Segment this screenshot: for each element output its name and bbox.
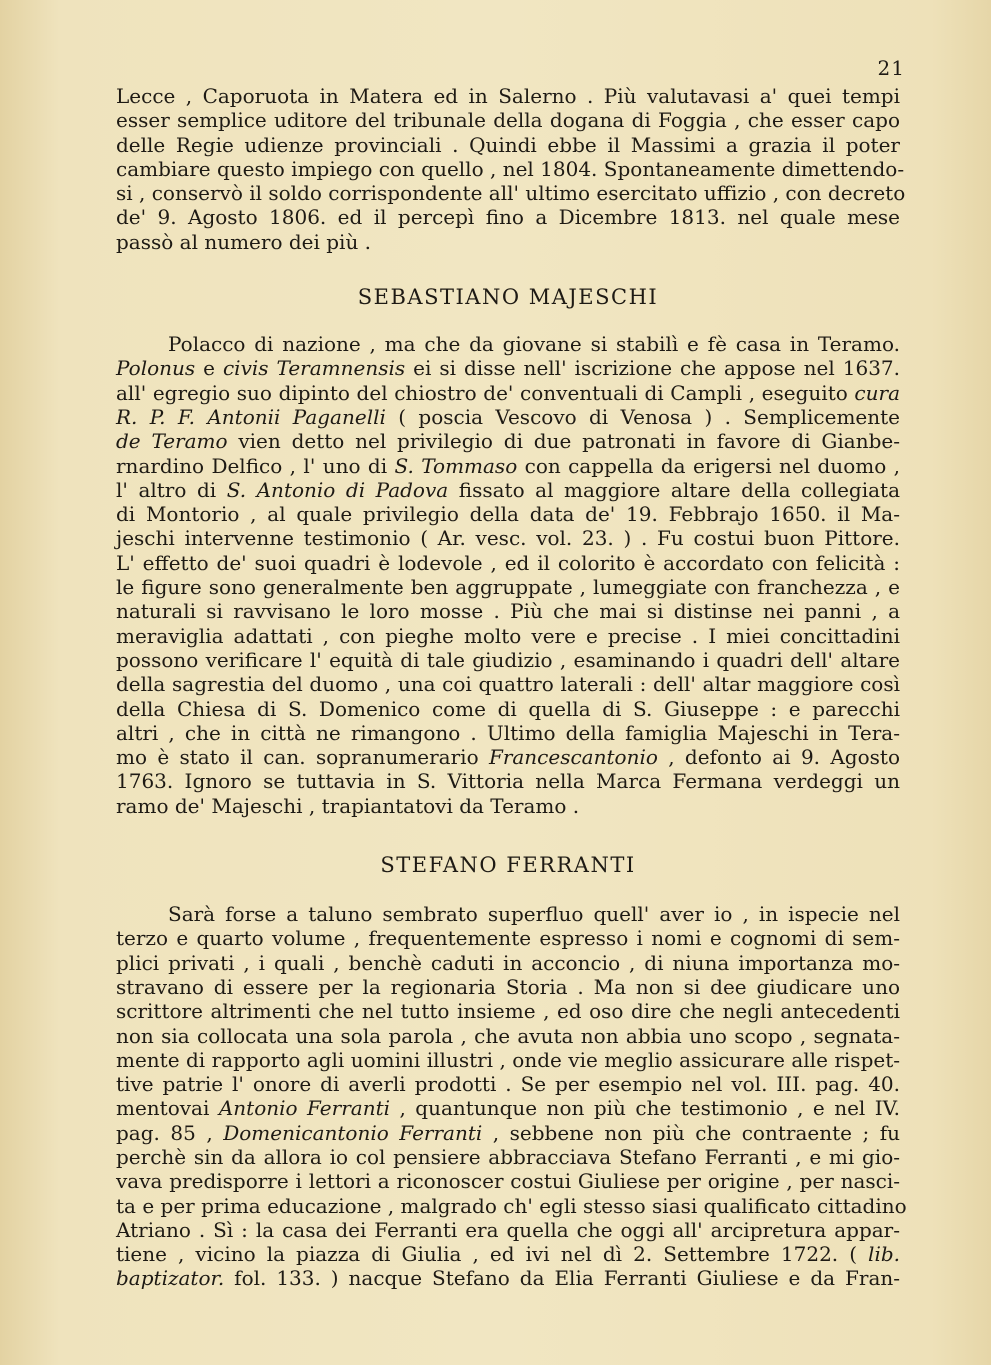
text-run: della Chiesa di S. Domenico come di quella di S. Giuseppe : e parecchi [116, 696, 900, 721]
text-run: ei si disse nell' iscrizione che appose nel 1637. [405, 356, 900, 381]
text-run: all' egregio suo dipinto del chiostro de' conventuali di Campli , eseguito [116, 380, 855, 405]
text-run: mo è stato il can. sopranumerario [116, 745, 489, 770]
text-run: mente di rapporto agli uomini illustri , onde vie meglio assicurare alle rispet- [116, 1047, 900, 1072]
text-run: stravano di essere per la regionaria Storia . Ma non si dee giudicare uno [116, 974, 900, 999]
text-line [116, 902, 900, 926]
text-line [116, 1048, 900, 1072]
text-line [116, 381, 900, 405]
text-run: altri , che in città ne rimangono . Ultimo della famiglia Majeschi in Tera- [116, 720, 900, 745]
text-line: cambiare questo impiego con quello , nel 1804. Spontaneamente dimettendo- [116, 156, 905, 181]
text-line [116, 1024, 900, 1048]
text-line [116, 1169, 900, 1193]
text-line [116, 599, 900, 623]
text-run: non sia collocata una sola parola , che avuta non abbia uno scopo , segnata- [116, 1023, 900, 1048]
text-run: naturali si ravvisano le loro mosse . Più che mai si distinse nei panni , a [116, 599, 900, 624]
majeschi-paragraph [116, 332, 900, 818]
text-run: terzo e quarto volume , frequentemente espresso i nomi e cognomi di sem- [116, 926, 900, 951]
text-line [116, 999, 900, 1023]
section-heading-majeschi: SEBASTIANO MAJESCHI [357, 285, 659, 310]
text-line [116, 697, 900, 721]
text-line: de' 9. Agosto 1806. ed il percepì fino a Dicembre 1813. nel quale mese [116, 205, 900, 230]
text-run: fissato al maggiore altare della collegiata [448, 477, 901, 502]
text-run: perchè sin da allora io col pensiere abbracciava Stefano Ferranti , e mi gio- [116, 1144, 900, 1169]
text-line [116, 551, 900, 575]
page-content [116, 84, 907, 1291]
text-run: mentovai [116, 1096, 219, 1121]
text-line [116, 721, 900, 745]
text-run: e [195, 356, 223, 381]
intro-paragraph [116, 84, 906, 254]
text-run: L' effetto de' suoi quadri è lodevole , ed il colorito è accordato con felicità : [116, 550, 900, 575]
text-line: Lecce , Caporuota in Matera ed in Salerno . Più valutavasi a' quei tempi [116, 84, 900, 108]
text-line: delle Regie udienze provinciali . Quindi ebbe il Massimi a grazia il poter [116, 132, 900, 157]
text-run: tiene , vicino la piazza di Giulia , ed ivi nel dì 2. Settembre 1722. ( [116, 1242, 869, 1267]
text-run: meraviglia adattati , con pieghe molto vere e precise . I miei concittadini [116, 623, 900, 648]
text-line [116, 1218, 900, 1242]
italic-text: baptizator. [116, 1266, 225, 1291]
text-run: 1763. Ignoro se tuttavia in S. Vittoria nella Marca Fermana verdeggi un [116, 769, 900, 794]
text-line [116, 502, 900, 526]
text-run: di Montorio , al quale privilegio della data de' 19. Febbrajo 1650. il Ma- [116, 502, 900, 527]
text-run: Sarà forse a taluno sembrato superfluo quell' aver io , in ispecie nel [168, 902, 900, 927]
text-line [116, 332, 900, 356]
italic-text: lib. [868, 1242, 900, 1267]
italic-text: Antonio Ferranti [218, 1096, 391, 1121]
text-run: l' altro di [116, 477, 227, 502]
italic-text: Francescantonio [488, 745, 658, 770]
text-line [116, 1121, 900, 1145]
section-heading-ferranti: STEFANO FERRANTI [380, 853, 636, 878]
italic-text: cura [854, 380, 900, 405]
text-line [116, 1193, 907, 1218]
text-line [116, 951, 900, 975]
italic-text: de Teramo [116, 429, 228, 454]
text-run: fol. 133. ) nacque Stefano da Elia Ferranti Giuliese e da Fran- [224, 1266, 900, 1291]
text-run: , sebbene non più che contraente ; fu [482, 1120, 900, 1145]
text-run: plici privati , i quali , benchè caduti in acconcio , di niuna importanza mo- [116, 950, 900, 975]
text-line [116, 1242, 900, 1266]
text-line [116, 975, 900, 999]
text-line [116, 429, 900, 453]
italic-text: civis Teramnensis [222, 356, 406, 381]
text-line [116, 1072, 900, 1096]
page-number: 21 [877, 56, 905, 80]
text-run: scrittore altrimenti che nel tutto insieme , ed oso dire che negli antecedenti [116, 999, 900, 1024]
text-line [116, 1096, 900, 1120]
text-line [116, 454, 900, 478]
text-run: con cappella da erigersi nel duomo , [517, 453, 900, 478]
italic-text: Polonus [116, 356, 196, 381]
text-line [116, 672, 900, 696]
text-line [116, 1145, 900, 1169]
text-line: esser semplice uditore del tribunale della dogana di Foggia , che esser capo [116, 108, 900, 133]
text-run: della sagrestia del duomo , una coi quattro laterali : dell' altar maggiore così [116, 672, 900, 697]
text-line [116, 769, 900, 793]
text-line [116, 794, 900, 818]
text-run: ( poscia Vescovo di Venosa ) . Semplicemente [385, 404, 900, 429]
italic-text: R. P. F. Antonii Paganelli [116, 404, 386, 429]
text-run: le figure sono generalmente ben aggruppate , lumeggiate con franchezza , e [116, 575, 900, 600]
text-run: possono verificare l' equità di tale giudizio , esaminando i quadri dell' altare [116, 647, 900, 672]
italic-text: S. Tommaso [394, 453, 518, 478]
text-line [116, 478, 900, 502]
text-line [116, 405, 900, 429]
text-run: pag. 85 , [116, 1120, 224, 1145]
text-run: ramo de' Majeschi , trapiantatovi da Teramo . [116, 793, 580, 818]
text-line [116, 1266, 900, 1290]
text-line [116, 356, 900, 380]
text-line [116, 624, 900, 648]
text-line [116, 926, 900, 950]
text-line: passò al numero dei più . [116, 229, 372, 254]
text-line: si , conservò il soldo corrispondente all' ultimo esercitato uffizio , con decreto [116, 181, 906, 206]
text-run: vien detto nel privilegio di due patronati in favore di Gianbe- [227, 429, 901, 454]
italic-text: Domenicantonio Ferranti [223, 1120, 483, 1145]
italic-text: S. Antonio di Padova [226, 477, 449, 502]
text-run: ta e per prima educazione , malgrado ch' egli stesso siasi qualificato cittadino [116, 1193, 907, 1218]
text-line [116, 648, 900, 672]
text-run: jeschi intervenne testimonio ( Ar. vesc. vol. 23. ) . Fu costui buon Pittore. [116, 526, 900, 551]
text-run: , quantunque non più che testimonio , e nel IV. [390, 1096, 900, 1121]
text-run: rnardino Delfico , l' uno di [116, 453, 395, 478]
text-run: , defonto ai 9. Agosto [657, 745, 900, 770]
text-line [116, 745, 900, 769]
text-run: Polacco di nazione , ma che da giovane si stabilì e fè casa in Teramo. [168, 332, 900, 357]
text-run: Atriano . Sì : la casa dei Ferranti era quella che oggi all' arcipretura appar- [116, 1217, 900, 1242]
text-run: vava predisporre i lettori a riconoscer costui Giuliese per origine , per nasci- [116, 1169, 900, 1194]
text-run: tive patrie l' onore di averli prodotti . Se per esempio nel vol. III. pag. 40. [116, 1072, 900, 1097]
text-line [116, 526, 900, 550]
text-line [116, 575, 900, 599]
ferranti-paragraph [116, 902, 907, 1291]
